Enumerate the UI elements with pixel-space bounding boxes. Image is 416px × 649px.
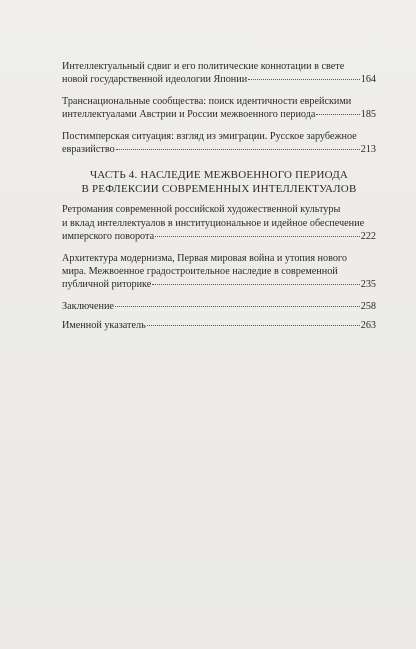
toc-entry-retromania[interactable] [62, 203, 376, 243]
toc-entry-text: Интеллектуальный сдвиг и его политические коннотации в свете [62, 61, 345, 72]
toc-entry-text: публичной риторике [62, 279, 152, 291]
part-heading-line: ЧАСТЬ 4. НАСЛЕДИЕ МЕЖВОЕННОГО ПЕРИОДА [89, 169, 349, 182]
leader-dots [316, 114, 359, 115]
page-number: 235 [360, 279, 376, 291]
toc-entry-text: и вклад интеллектуалов в институциональное и идейное обеспечение [62, 217, 365, 229]
toc-entry-text: имперского поворота [62, 231, 155, 243]
toc-entry-text: евразийство [62, 144, 115, 156]
part-heading [62, 168, 376, 196]
page-number: 185 [360, 109, 376, 121]
leader-dots [116, 149, 360, 150]
toc-entry-text: интеллектуалами Австрии и России межвоенного периода [62, 109, 316, 121]
toc-entry-eurasianism[interactable] [62, 130, 376, 157]
leader-dots [152, 284, 359, 285]
page-number: 213 [360, 144, 376, 156]
toc-entry-japan[interactable] [62, 60, 376, 87]
leader-dots [155, 236, 360, 237]
toc-entry-text: мира. Межвоенное градостроительное наследие в современной [62, 266, 338, 278]
toc-entry-text: Именной указатель [62, 320, 146, 332]
toc-entry-text: Постимперская ситуация: взгляд из эмиграции. Русское зарубежное [62, 130, 357, 142]
toc-entry-text: Ретромания современной российской художественной культуры [62, 204, 341, 216]
leader-dots [248, 79, 360, 80]
leader-dots [115, 306, 360, 307]
toc-entry-conclusion[interactable] [62, 300, 376, 313]
page-number: 164 [360, 74, 376, 86]
toc-entry-jewish-intellectuals[interactable] [62, 95, 376, 122]
part-heading-line: В РЕФЛЕКСИИ СОВРЕМЕННЫХ ИНТЕЛЛЕКТУАЛОВ [81, 183, 357, 196]
toc-entry-text: Заключение [62, 300, 114, 312]
toc-entry-text: новой государственной идеологии Японии [62, 74, 248, 86]
page-number: 263 [360, 320, 376, 332]
toc-entry-text: Транснациональные сообщества: поиск идентичности еврейскими [62, 95, 352, 107]
toc-entry-modernism-architecture[interactable] [62, 252, 376, 292]
leader-dots [147, 325, 360, 326]
page-number: 258 [360, 300, 376, 312]
toc-entry-name-index[interactable] [62, 319, 376, 332]
toc-entry-text: Архитектура модернизма, Первая мировая война и утопия нового [62, 252, 347, 264]
page-number: 222 [360, 231, 376, 243]
table-of-contents [62, 60, 376, 333]
